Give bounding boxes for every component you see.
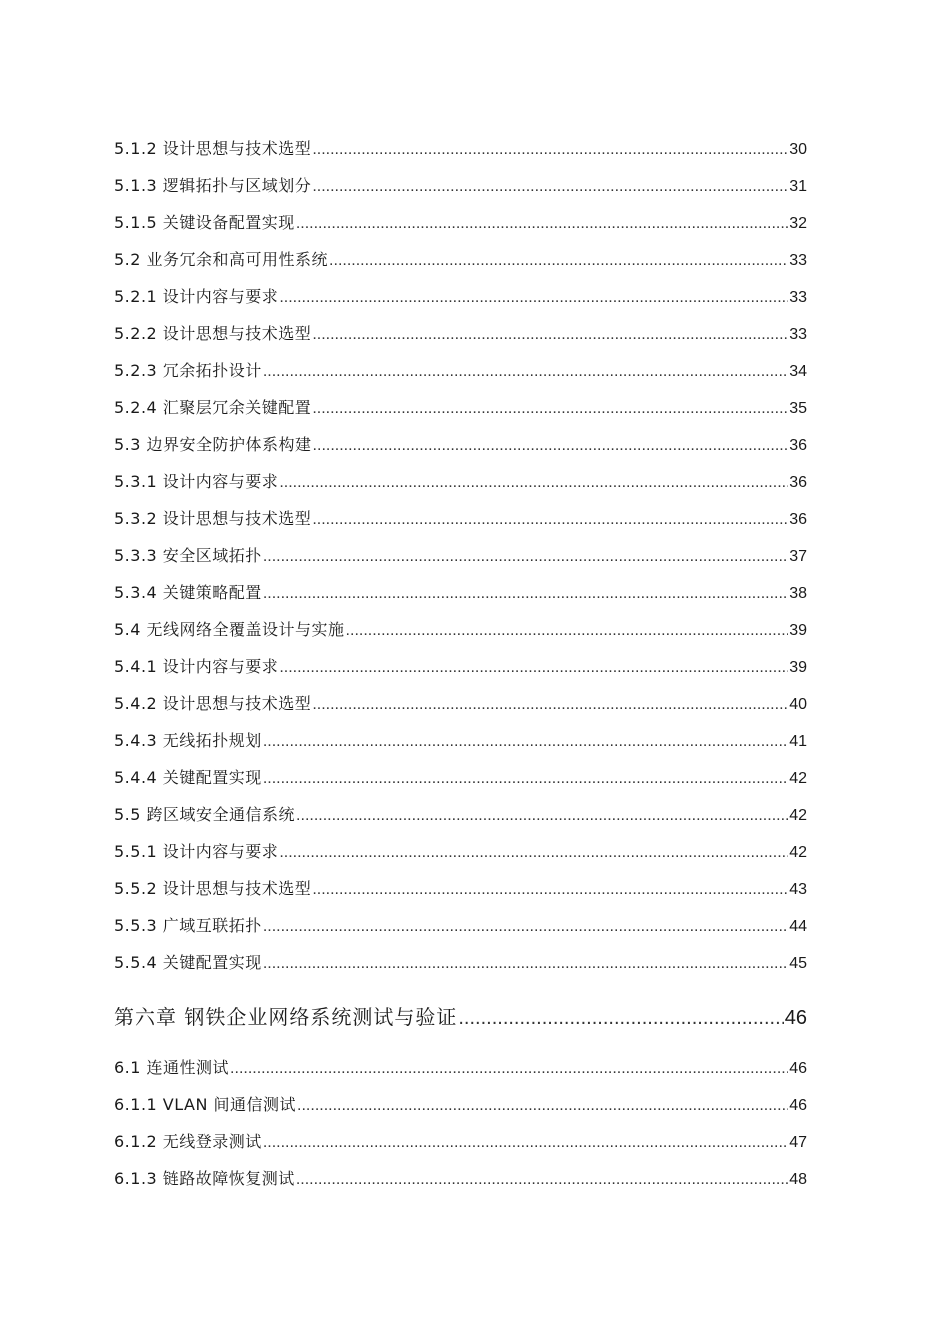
toc-leader-dots	[263, 575, 788, 612]
toc-leader-dots	[329, 242, 788, 279]
toc-page-number: 33	[789, 252, 807, 269]
toc-leader-dots	[279, 649, 788, 686]
toc-leader-dots	[263, 908, 788, 945]
toc-entry-title: 6.1.2 无线登录测试	[114, 1132, 262, 1151]
toc-entry-5-5-1[interactable]	[114, 833, 807, 870]
toc-entry-5-2[interactable]	[114, 241, 807, 278]
toc-page-number: 36	[789, 474, 807, 491]
toc-entry-title: 5.5.1 设计内容与要求	[114, 842, 279, 861]
toc-leader-dots	[296, 1161, 788, 1198]
toc-page-number: 31	[789, 178, 807, 195]
toc-entry-title: 6.1 连通性测试	[114, 1058, 230, 1077]
toc-page-number: 39	[789, 622, 807, 639]
toc-entry-title: 5.5.2 设计思想与技术选型	[114, 879, 312, 898]
toc-leader-dots	[312, 168, 788, 205]
toc-entry-5-5-3[interactable]	[114, 907, 807, 944]
toc-leader-dots	[312, 871, 788, 908]
toc-leader-dots	[263, 760, 788, 797]
toc-page-number: 41	[789, 733, 807, 750]
toc-leader-dots	[230, 1050, 788, 1087]
toc-leader-dots	[297, 1087, 788, 1124]
toc-entry-5-4-3[interactable]	[114, 722, 807, 759]
toc-leader-dots	[263, 1124, 788, 1161]
toc-entry-title: 5.2.3 冗余拓扑设计	[114, 361, 262, 380]
toc-leader-dots	[312, 316, 788, 353]
toc-page-number: 42	[789, 844, 807, 861]
toc-entry-5-1-5[interactable]	[114, 204, 807, 241]
toc-leader-dots	[263, 538, 788, 575]
toc-entry-title: 5.3.2 设计思想与技术选型	[114, 509, 312, 528]
toc-page-number: 45	[789, 955, 807, 972]
toc-entry-title: 5.4.3 无线拓扑规划	[114, 731, 262, 750]
toc-entry-title: 5.2.4 汇聚层冗余关键配置	[114, 398, 312, 417]
toc-page-number: 34	[789, 363, 807, 380]
toc-entry-title: 5.3.3 安全区域拓扑	[114, 546, 262, 565]
toc-leader-dots	[296, 797, 788, 834]
toc-entry-5-2-1[interactable]	[114, 278, 807, 315]
toc-page-number: 40	[789, 696, 807, 713]
toc-page-number: 30	[789, 141, 807, 158]
toc-entry-6-1-1[interactable]	[114, 1086, 807, 1123]
toc-entry-title: 5.5.4 关键配置实现	[114, 953, 262, 972]
toc-page-number: 48	[789, 1171, 807, 1188]
toc-entry-title: 5.4.4 关键配置实现	[114, 768, 262, 787]
toc-entry-title: 5.2.2 设计思想与技术选型	[114, 324, 312, 343]
toc-page-number: 36	[789, 511, 807, 528]
toc-entry-5-3-2[interactable]	[114, 500, 807, 537]
toc-leader-dots	[279, 464, 788, 501]
toc-leader-dots	[263, 723, 788, 760]
toc-entry-5-4-1[interactable]	[114, 648, 807, 685]
toc-entry-5-5-2[interactable]	[114, 870, 807, 907]
toc-page-number: 37	[789, 548, 807, 565]
toc-leader-dots	[312, 131, 788, 168]
toc-leader-dots	[263, 353, 788, 390]
toc-page-number: 46	[789, 1060, 807, 1077]
table-of-contents	[114, 130, 807, 1197]
toc-entry-5-4-2[interactable]	[114, 685, 807, 722]
toc-entry-5-2-4[interactable]	[114, 389, 807, 426]
toc-entry-6-1[interactable]	[114, 1049, 807, 1086]
toc-entry-5-3-1[interactable]	[114, 463, 807, 500]
toc-entry-title: 6.1.1 VLAN 间通信测试	[114, 1095, 297, 1114]
toc-entry-5-5-4[interactable]	[114, 944, 807, 981]
toc-entry-5-3-3[interactable]	[114, 537, 807, 574]
toc-page-number: 44	[789, 918, 807, 935]
toc-page-number: 36	[789, 437, 807, 454]
toc-chapter-title: 第六章 钢铁企业网络系统测试与验证	[114, 1005, 458, 1029]
toc-entry-title: 5.4.2 设计思想与技术选型	[114, 694, 312, 713]
toc-entry-5-5[interactable]	[114, 796, 807, 833]
toc-leader-dots	[312, 390, 788, 427]
toc-entry-title: 5.2.1 设计内容与要求	[114, 287, 279, 306]
toc-leader-dots	[296, 205, 788, 242]
toc-entry-title: 5.3 边界安全防护体系构建	[114, 435, 312, 454]
toc-leader-dots	[346, 612, 789, 649]
toc-page-number: 33	[789, 289, 807, 306]
toc-leader-dots	[312, 501, 788, 538]
toc-leader-dots	[263, 945, 788, 982]
toc-chapter-6[interactable]	[114, 987, 807, 1047]
toc-page-number: 46	[789, 1097, 807, 1114]
toc-entry-title: 5.5 跨区域安全通信系统	[114, 805, 296, 824]
toc-entry-title: 5.1.3 逻辑拓扑与区域划分	[114, 176, 312, 195]
toc-entry-6-1-3[interactable]	[114, 1160, 807, 1197]
toc-entry-5-4[interactable]	[114, 611, 807, 648]
toc-entry-title: 6.1.3 链路故障恢复测试	[114, 1169, 295, 1188]
toc-page-number: 33	[789, 326, 807, 343]
toc-entry-title: 5.3.4 关键策略配置	[114, 583, 262, 602]
toc-leader-dots	[279, 834, 788, 871]
toc-page-number: 38	[789, 585, 807, 602]
toc-leader-dots	[313, 427, 789, 464]
toc-page-number: 43	[789, 881, 807, 898]
toc-entry-5-3-4[interactable]	[114, 574, 807, 611]
toc-entry-title: 5.4 无线网络全覆盖设计与实施	[114, 620, 345, 639]
toc-entry-title: 5.2 业务冗余和高可用性系统	[114, 250, 329, 269]
toc-entry-5-2-2[interactable]	[114, 315, 807, 352]
toc-entry-5-3[interactable]	[114, 426, 807, 463]
toc-entry-title: 5.1.2 设计思想与技术选型	[114, 139, 312, 158]
toc-entry-title: 5.1.5 关键设备配置实现	[114, 213, 295, 232]
toc-page-number: 47	[789, 1134, 807, 1151]
toc-entry-5-4-4[interactable]	[114, 759, 807, 796]
toc-leader-dots	[312, 686, 788, 723]
toc-page-number: 32	[789, 215, 807, 232]
toc-entry-5-1-3[interactable]	[114, 167, 807, 204]
toc-leader-dots	[279, 279, 788, 316]
toc-entry-title: 5.5.3 广域互联拓扑	[114, 916, 262, 935]
toc-page-number: 39	[789, 659, 807, 676]
toc-entry-5-2-3[interactable]	[114, 352, 807, 389]
toc-page-number: 35	[789, 400, 807, 417]
toc-entry-title: 5.4.1 设计内容与要求	[114, 657, 279, 676]
toc-page-number: 42	[789, 770, 807, 787]
toc-entry-title: 5.3.1 设计内容与要求	[114, 472, 279, 491]
toc-page-number: 46	[784, 1007, 807, 1029]
toc-entry-5-1-2[interactable]	[114, 130, 807, 167]
toc-entry-6-1-2[interactable]	[114, 1123, 807, 1160]
toc-page-number: 42	[789, 807, 807, 824]
toc-leader-dots	[458, 988, 783, 1048]
